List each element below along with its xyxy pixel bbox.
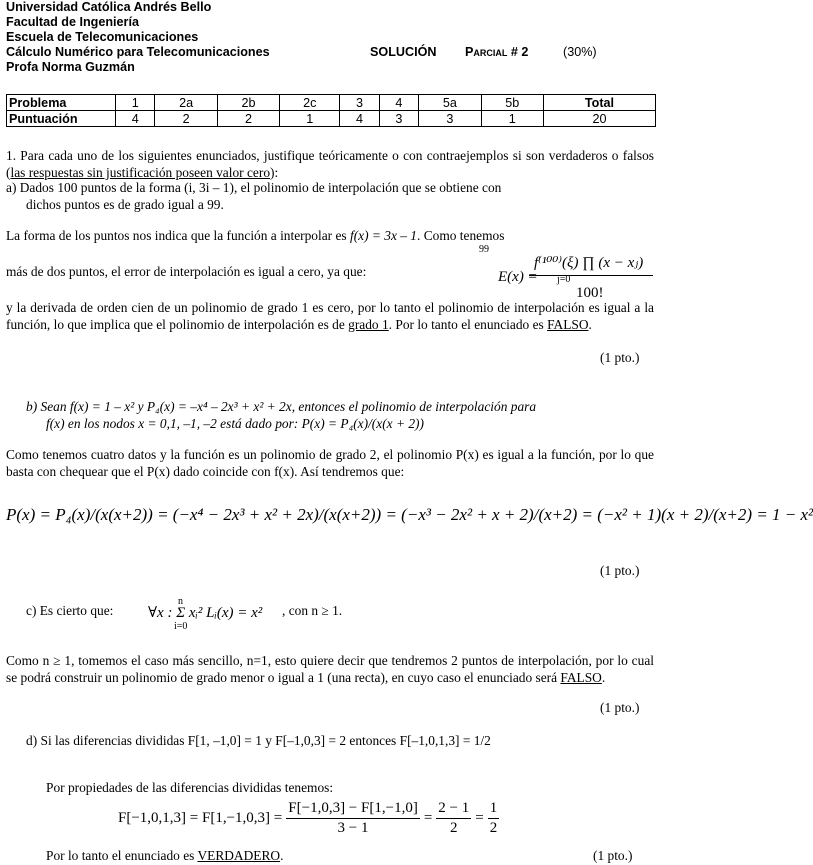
- part-a-false: FALSO: [547, 316, 589, 332]
- part-a-text-end: . Como tenemos: [417, 228, 505, 243]
- q1-intro-underlined: las respuestas sin justificación poseen valor cero: [10, 165, 271, 180]
- problem-cell: 3: [340, 95, 379, 111]
- part-b-statement-1: b) Sean f(x) = 1 – x² y P₄(x) = –x⁴ – 2x³ + x² + 2x, entonces el polinomio de interpolación para: [26, 399, 537, 414]
- course-name: Cálculo Numérico para Telecomunicaciones: [6, 45, 270, 59]
- exam-label: Parcial # 2: [465, 45, 529, 59]
- part-a-statement: a) Dados 100 puntos de la forma (i, 3i – 1), el polinomio de interpolación que se obtiene con: [6, 180, 502, 195]
- part-d-denominator-3: 2: [489, 820, 498, 836]
- part-d-statement: d) Si las diferencias divididas F[1, –1,0] = 1 y F[–1,0,3] = 2 entonces F[–1,0,1,3] = 1/2: [26, 733, 491, 748]
- part-b-statement-2: f(x) en los nodos x = 0,1, –1, –2 está dado por: P(x) = P₄(x)/(x(x + 2)): [46, 416, 424, 431]
- part-a-text-3: y la derivada de orden cien de un polinomio de grado 1 es cero, por lo tanto el polinomio de interpolación es igual a la función, lo que implica que el polinomio de interpolación es de: [6, 300, 654, 332]
- part-a-solution-3: y la derivada de orden cien de un polinomio de grado 1 es cero, por lo tanto el polinomio de interpolación es igual a la función, lo que implica que el polinomio de interpolación es de grado 1. Por lo tanto el enunciado es FALSO.: [6, 300, 654, 332]
- error-denominator: 100!: [576, 285, 604, 301]
- part-a-text-4: . Por lo tanto el enunciado es: [388, 316, 548, 332]
- part-d-numerator-1: F[−1,0,3] − F[1,−1,0]: [286, 800, 420, 819]
- school-name: Escuela de Telecomunicaciones: [6, 30, 199, 44]
- total-points: 20: [543, 111, 655, 127]
- professor-name: Profa Norma Guzmán: [6, 60, 135, 74]
- part-a-points: (1 pto.): [600, 350, 640, 365]
- points-cell: 3: [419, 111, 481, 127]
- problem-cell: 4: [379, 95, 418, 111]
- part-c-statement-a: c) Es cierto que:: [26, 603, 114, 618]
- part-d-conclusion: Por lo tanto el enunciado es VERDADERO.: [46, 848, 284, 863]
- problem-cell: 5a: [419, 95, 481, 111]
- score-table-points-row: [7, 111, 656, 127]
- university-name: Universidad Católica Andrés Bello: [6, 0, 212, 14]
- part-d-conclusion-text: Por lo tanto el enunciado es: [46, 848, 198, 863]
- problem-cell: 2b: [217, 95, 279, 111]
- error-fraction-bar: [529, 275, 653, 276]
- part-c-false: FALSO: [560, 670, 602, 685]
- error-product-lower: j=0: [557, 274, 571, 285]
- faculty-name: Facultad de Ingeniería: [6, 15, 139, 29]
- part-a-solution-2: más de dos puntos, el error de interpolación es igual a cero, ya que:: [6, 264, 367, 279]
- part-d-true: VERDADERO: [197, 848, 281, 863]
- points-cell: 1: [280, 111, 340, 127]
- part-d-equals-2: =: [475, 810, 484, 826]
- points-cell: 4: [340, 111, 379, 127]
- points-cell: 2: [217, 111, 279, 127]
- part-a-degree: grado 1: [348, 316, 389, 332]
- problem-cell: 2a: [155, 95, 217, 111]
- error-product-upper: 99: [479, 244, 489, 255]
- part-c-sum-upper: n: [178, 596, 183, 607]
- part-d-equation: [118, 800, 499, 837]
- q1-intro-end: ):: [270, 165, 279, 180]
- points-label: Puntuación: [7, 111, 116, 127]
- solution-label: SOLUCIÓN: [370, 45, 437, 59]
- problem-label: Problema: [7, 95, 116, 111]
- part-c-points: (1 pto.): [600, 700, 640, 715]
- error-numerator: f⁽¹⁰⁰⁾(ξ) ∏ (x − xⱼ): [534, 255, 644, 271]
- part-a-function: f(x) = 3x – 1: [349, 228, 418, 243]
- part-b-solution: Como tenemos cuatro datos y la función es un polinomio de grado 2, el polinomio P(x) es igual a la función, por lo que basta con chequear que el P(x) dado coincide con f(x). Así tendremos que:: [6, 447, 654, 479]
- part-d-fraction-3: [488, 800, 500, 837]
- part-c-equation: ∀x : Σ xᵢ² Lᵢ(x) = x²: [148, 605, 263, 621]
- part-d-fraction-1: [286, 800, 420, 837]
- problem-cell: 5b: [481, 95, 543, 111]
- points-cell: 2: [155, 111, 217, 127]
- part-d-solution-1: Por propiedades de las diferencias divididas tenemos:: [46, 780, 334, 795]
- score-table: [6, 94, 656, 127]
- part-c-text: Como n ≥ 1, tomemos el caso más sencillo, n=1, esto quiere decir que tendremos 2 puntos de interpolación, por lo cual se podrá construir un polinomio de grado menor o igual a 1 (una recta), en cuyo caso el enunciado será: [6, 653, 654, 685]
- part-a-solution-1: [6, 228, 504, 244]
- part-c-statement-b: , con n ≥ 1.: [282, 603, 343, 618]
- points-cell: 3: [379, 111, 418, 127]
- part-d-fraction-2: [436, 800, 471, 837]
- part-b-equation: P(x) = P₄(x)/(x(x+2)) = (−x⁴ − 2x³ + x² + 2x)/(x(x+2)) = (−x³ − 2x² + x + 2)/(x+2) = (−x² + 1)(x + 2)/(x+2) = 1 − x²: [6, 505, 813, 524]
- part-d-equals-1: =: [423, 810, 433, 826]
- q1-intro: [6, 147, 654, 181]
- part-d-numerator-3: 1: [488, 800, 500, 819]
- total-label: Total: [543, 95, 655, 111]
- part-d-denominator-2: 2: [450, 820, 458, 836]
- part-a-text: La forma de los puntos nos indica que la función a interpolar es: [6, 228, 350, 243]
- part-c-sum-lower: i=0: [174, 621, 188, 632]
- score-table-header-row: [7, 95, 656, 111]
- points-cell: 1: [481, 111, 543, 127]
- part-d-points: (1 pto.): [593, 848, 633, 863]
- part-c-solution: Como n ≥ 1, tomemos el caso más sencillo, n=1, esto quiere decir que tendremos 2 puntos de interpolación, por lo cual se podrá construir un polinomio de grado menor o igual a 1 (una recta), en cuyo caso el enunciado será FALSO.: [6, 653, 654, 685]
- part-a-statement-2: dichos puntos es de grado igual a 99.: [26, 197, 224, 212]
- points-cell: 4: [116, 111, 155, 127]
- part-d-numerator-2: 2 − 1: [436, 800, 471, 819]
- exam-weight: (30%): [563, 45, 597, 59]
- part-b-points: (1 pto.): [600, 563, 640, 578]
- problem-cell: 2c: [280, 95, 340, 111]
- problem-cell: 1: [116, 95, 155, 111]
- error-lhs: E(x) =: [498, 269, 538, 285]
- part-d-lhs: F[−1,0,1,3] = F[1,−1,0,3] =: [118, 810, 283, 826]
- part-d-denominator-1: 3 − 1: [337, 820, 369, 836]
- q1-intro-text: 1. Para cada uno de los siguientes enunciados, justifique teóricamente o con contraejemplos si son verdaderos o falsos (: [6, 148, 654, 180]
